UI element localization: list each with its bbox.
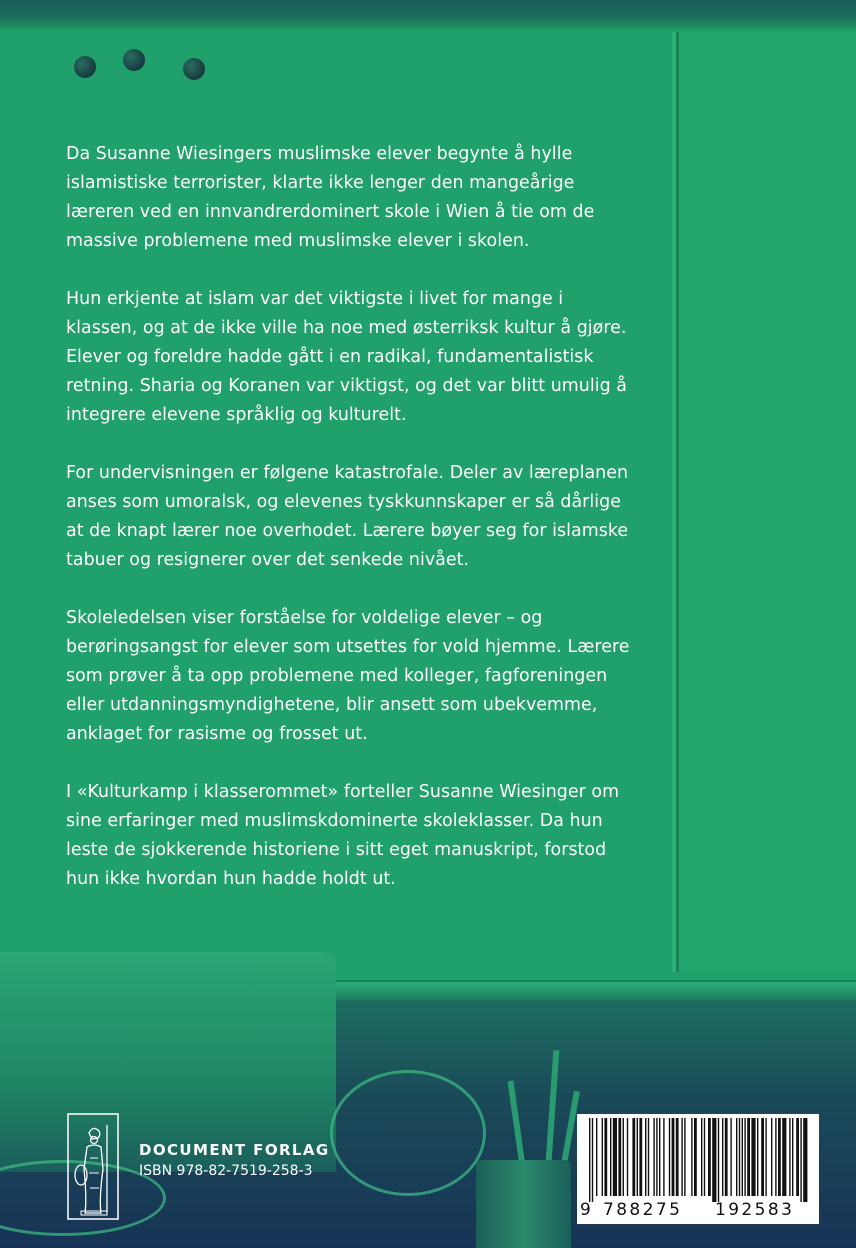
barcode-bar: [747, 1118, 750, 1196]
barcode-bar: [761, 1118, 764, 1196]
barcode-bar: [736, 1118, 737, 1196]
barcode-bar: [803, 1118, 807, 1202]
monitor-shape: [0, 952, 336, 1172]
barcode-digits-left: 788275: [603, 1200, 683, 1220]
barcode-bar: [789, 1118, 790, 1196]
magnet-icon: [74, 56, 96, 78]
barcode-bar: [681, 1118, 682, 1196]
barcode-digits-right: 192583: [715, 1200, 795, 1220]
barcode-bar: [589, 1118, 590, 1202]
barcode-bar: [718, 1118, 719, 1202]
barcode-bar: [739, 1118, 740, 1196]
barcode-bar: [751, 1118, 755, 1196]
barcode-bar: [725, 1118, 728, 1196]
barcode-bar: [765, 1118, 766, 1196]
barcode-bars: [585, 1118, 811, 1202]
barcode-bar: [800, 1118, 801, 1202]
barcode-bar: [623, 1118, 624, 1196]
barcode-bar: [613, 1118, 617, 1196]
blurb-paragraph-4: Skoleledelsen viser forståelse for voldelige elever – og berøringsangst for elever som utsettes for vold hjemme. Lærere som prøver å ta opp problemene med kolleger, fagforeningen eller utdanningsmyndighetene, blir ansett som ubekvemme, anklaget for rasisme og frosset ut.: [66, 608, 630, 744]
magnet-icon: [123, 49, 145, 71]
blurb-paragraph-5: I «Kulturkamp i klasserommet» forteller Susanne Wiesinger om sine erfaringer med muslimskdominerte skoleklasser. Da hun leste de sjokkerende historiene i sitt eget manuskript, forstod hun ikke hvordan hun hadde holdt ut.: [66, 782, 620, 889]
isbn-text: ISBN 978-82-7519-258-3: [139, 1163, 313, 1179]
barcode-bar: [645, 1118, 646, 1196]
barcode-bar: [757, 1118, 758, 1196]
barcode-bar: [604, 1118, 607, 1196]
barcode-bar: [602, 1118, 603, 1196]
barcode-bar: [708, 1118, 711, 1196]
barcode-bar: [632, 1118, 635, 1196]
barcode-bar: [663, 1118, 664, 1196]
barcode-bar: [639, 1118, 642, 1196]
publisher-name: DOCUMENT FORLAG: [139, 1141, 330, 1159]
barcode-bar: [653, 1118, 654, 1196]
pencil-cup: [476, 1160, 571, 1248]
cable-shape: [330, 1070, 486, 1196]
barcode-digit-first: 9: [580, 1200, 594, 1220]
barcode-bar: [792, 1118, 793, 1196]
isbn-barcode: [577, 1114, 819, 1224]
barcode-bar: [701, 1118, 702, 1196]
barcode-bar: [691, 1118, 692, 1196]
barcode-bar: [684, 1118, 685, 1196]
barcode-bar: [704, 1118, 705, 1196]
barcode-bar: [775, 1118, 776, 1196]
barcode-bar: [627, 1118, 628, 1196]
barcode-bar: [672, 1118, 675, 1196]
athena-statue-icon: [67, 1113, 119, 1220]
blurb-paragraph-1: Da Susanne Wiesingers muslimske elever begynte å hylle islamistiske terrorister, klarte ikke lenger den mangeårige læreren ved en innvandrerdominert skole i Wien å tie om de massive problemene med muslimske elever i skolen.: [66, 144, 595, 251]
magnet-icon: [183, 58, 205, 80]
barcode-bar: [742, 1118, 743, 1196]
barcode-bar: [744, 1118, 745, 1196]
barcode-bar: [637, 1118, 638, 1196]
whiteboard-side-panel: [672, 32, 856, 972]
barcode-bar: [778, 1118, 781, 1196]
barcode-bar: [669, 1118, 670, 1196]
barcode-bar: [618, 1118, 621, 1196]
barcode-bar: [648, 1118, 649, 1196]
barcode-bar: [722, 1118, 723, 1196]
whiteboard-top-rail: [0, 0, 856, 28]
barcode-bar: [771, 1118, 772, 1196]
barcode-bar: [656, 1118, 657, 1196]
barcode-bar: [796, 1118, 799, 1196]
barcode-bar: [659, 1118, 660, 1196]
barcode-bar: [592, 1118, 593, 1202]
barcode-bar: [782, 1118, 786, 1196]
blurb-text: [66, 140, 686, 923]
barcode-bar: [694, 1118, 697, 1196]
barcode-bar: [596, 1118, 597, 1196]
barcode-bar: [730, 1118, 731, 1196]
barcode-bar: [712, 1118, 716, 1202]
barcode-bar: [676, 1118, 679, 1196]
barcode-bar: [610, 1118, 611, 1196]
blurb-paragraph-3: For undervisningen er følgene katastrofale. Deler av læreplanen anses som umoralsk, og elevenes tyskkunnskaper er så dårlige at de knapt lærer noe overhodet. Lærere bøyer seg for islamske tabuer og resignerer over det senkede nivået.: [66, 463, 629, 570]
blurb-paragraph-2: Hun erkjente at islam var det viktigste i livet for mange i klassen, og at de ikke ville ha noe med østerriksk kultur å gjøre. Elever og foreldre hadde gått i en radikal, fundamentalistisk retning. Sharia og Koranen var viktigst, og det var blitt umulig å integrere elevene språklig og kulturelt.: [66, 289, 628, 425]
